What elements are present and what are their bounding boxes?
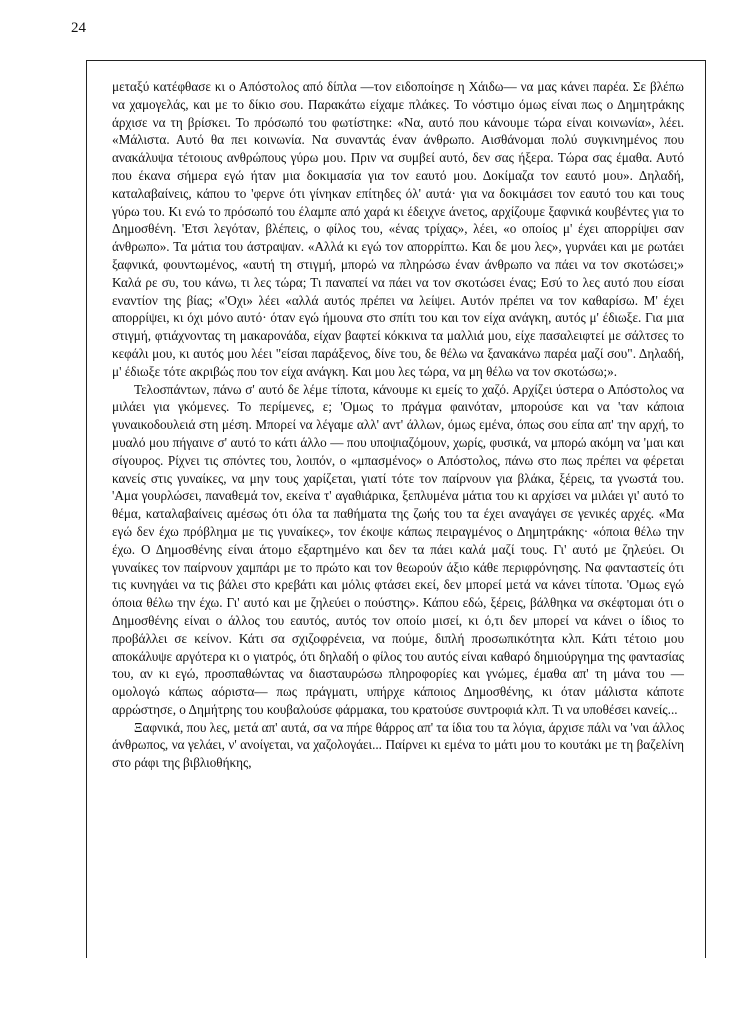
paragraph-1: μεταξύ κατέφθασε κι ο Απόστολος από δίπλα —τον ειδοποίησε η Χάιδω— να μας κάνει παρέα. Σε βλέπω να χαμογελάς, και με το δίκιο σου. Παρακάτω είχαμε πλάκες. Το νόστιμο όμως είναι πως ο Δημητράκης άρχισε να τη βρίσκει. Το πρόσωπό του φωτίστηκε: «Να, αυτό που κάνουμε τώρα είναι κοινωνία», λέει. «Μάλιστα. Αυτό θα πει κοινωνία. Να συναντάς έναν άνθρωπο. Αισθάνομαι πολύ συγκινημένος που ανακάλυψα τέτοιους ανθρώπους γύρω μου. Πριν να συμβεί αυτό, δεν σας ήξερα. Τώρα σας έμαθα. Αυτό που έκανα σήμερα εγώ ήταν μια δοκιμασία για τον εαυτό μου. Δοκίμαζα τον εαυτό μου». Δηλαδή, καταλαβαίνεις, κάπου το 'φερνε ότι γίνηκαν επίτηδες όλ' αυτά· για να δοκιμάσει τον εαυτό του και τους γύρω του. Κι ενώ το πρόσωπό του έλαμπε από χαρά κι έδειχνε άνετος, αρχίζουμε ξαφνικά κουβέντες για το Δημοσθένη. 'Ετσι λεγόταν, βλέπεις, ο φίλος του, «ένας τρίχας», λέει, «ο οποίος μ' έχει απορρίψει σαν άνθρωπο». Τα μάτια του άστραψαν. «Αλλά κι εγώ τον απορρίπτω. Και δε μου λες», γυρνάει και με ρωτάει ξαφνικά, φουντωμένος, «αυτή τη στιγμή, μπορώ να πληρώσω έναν άνθρωπο να πάει να τον σκοτώσει;» Καλά ρε συ, του κάνω, τι λες τώρα; Τι παναπεί να πάει να τον σκοτώσει ένας; Εσύ το λες αυτό που είσαι εναντίον της βίας; «'Οχι» λέει «αλλά αυτός πρέπει να λείψει. Αυτόν πρέπει να τον καθαρίσω. Μ' έχει απορρίψει, κι όχι μόνο αυτό· όταν εγώ ήμουνα στο σπίτι του και τον είχα ανάγκη, αυτός μ' έδιωξε. Για μια στιγμή, φτιάχνοντας τη μακαρονάδα, είχαν βαφτεί κόκκινα τα μαλλιά μου, είχε πασαλειφτεί με σάλτσες το κεφάλι μου, κι αυτός μου λέει "είσαι παράξενος, δίνε του, δε θέλω να ξανακάνω παρέα μαζί σου". Δηλαδή, μ' έδιωξε τότε ακριβώς που τον είχα ανάγκη. Και μου λες τώρα, να μη θέλω να τον σκοτώσω;». [112, 79, 684, 379]
body-text [112, 78, 684, 772]
page-number: 24 [71, 20, 86, 36]
paragraph-2: Τελοσπάντων, πάνω σ' αυτό δε λέμε τίποτα, κάνουμε κι εμείς το χαζό. Αρχίζει ύστερα ο Απόστολος να μιλάει για γκόμενες. Το περίμενες, ε; 'Ομως το πράγμα φαινόταν, μπορούσε και να 'ταν κάποια γυναικοδουλειά στη μέση. Μπορεί να λέγαμε αλλ' αντ' άλλων, όμως εμένα, όπως σου είπα απ' την αρχή, το μυαλό μου πήγαινε σ' αυτό το κάτι άλλο — που υποψιαζόμουν, χωρίς, φυσικά, να μπορώ ακόμη να 'μαι και σίγουρος. Ρίχνει τις σπόντες του, λοιπόν, ο «μπασμένος» ο Απόστολος, πάνω στο πως πρέπει να φέρεται κανείς στις γυναίκες, να μην τους χαρίζεται, γιατί τότε τον παίρνουν για βλάκα, ξέρεις, τα γνωστά του. 'Αμα γουρλώσει, παναθεμά τον, εκείνα τ' αγαθιάρικα, ξεπλυμένα μάτια του κι αρχίσει να μιλάει γι' αυτό το θέμα, καταλαβαίνεις αμέσως ότι όλα τα παθήματα της ζωής του τα έχει αναγάγει σε γενικές αρχές. «Μα εγώ δεν έχω πρόβλημα με τις γυναίκες», τον έκοψε κάπως πειραγμένος ο Δημητράκης· «όποια θέλω την έχω. Ο Δημοσθένης είναι άτομο εξαρτημένο και δεν τα πάει καλά μαζί τους. Γι' αυτό με ζηλεύει. Οι γυναίκες τον παίρνουν χαμπάρι με το πρώτο και τον θεωρούν άξιο κάθε περιφρόνησης. Να φανταστείς ότι τις κυνηγάει να τις βάλει στο κρεβάτι και μόλις φτάσει εκεί, δεν μπορεί μετά να κάνει τίποτα. 'Ομως εγώ όποια θέλω την έχω. Γι' αυτό και με ζηλεύει ο πούστης». Κάπου εδώ, ξέρεις, βάλθηκα να σκέφτομαι ότι ο Δημοσθένης είναι ο άλλος του εαυτός, αυτός τον οποίο μισεί, κι ό,τι δεν μπορεί να κάνει ο ίδιος το προβάλλει σε κείνον. Κάτι σα σχιζοφρένεια, να πούμε, διπλή προσωπικότητα κλπ. Κάτι τέτοιο μου αποκάλυψε αργότερα κι ο γιατρός, ότι δηλαδή ο φίλος του αυτός είναι καθαρό δημιούργημα της φαντασίας του, αν κι εγώ, προσπαθώντας να διασταυρώσω πληροφορίες και γνώμες, έμαθα απ' τη μάνα του —ομολογώ κάπως αόριστα— πως πράγματι, υπήρχε κάποιος Δημοσθένης, κι όταν μάλιστα κάποτε αρρώστησε, ο Δημήτρης του κουβαλούσε φάρμακα, του κρατούσε συντροφιά κλπ. Τι να υποθέσει κανείς... [112, 381, 684, 717]
paragraph-3: Ξαφνικά, που λες, μετά απ' αυτά, σα να πήρε θάρρος απ' τα ίδια του τα λόγια, άρχισε πάλι να 'ναι άλλος άνθρωπος, να γελάει, ν' ανοίγεται, να χαζολογάει... Παίρνει κι εμένα το μάτι μου το κουτάκι με τη βαζελίνη στο ράφι της βιβλιοθήκης, [112, 719, 684, 771]
